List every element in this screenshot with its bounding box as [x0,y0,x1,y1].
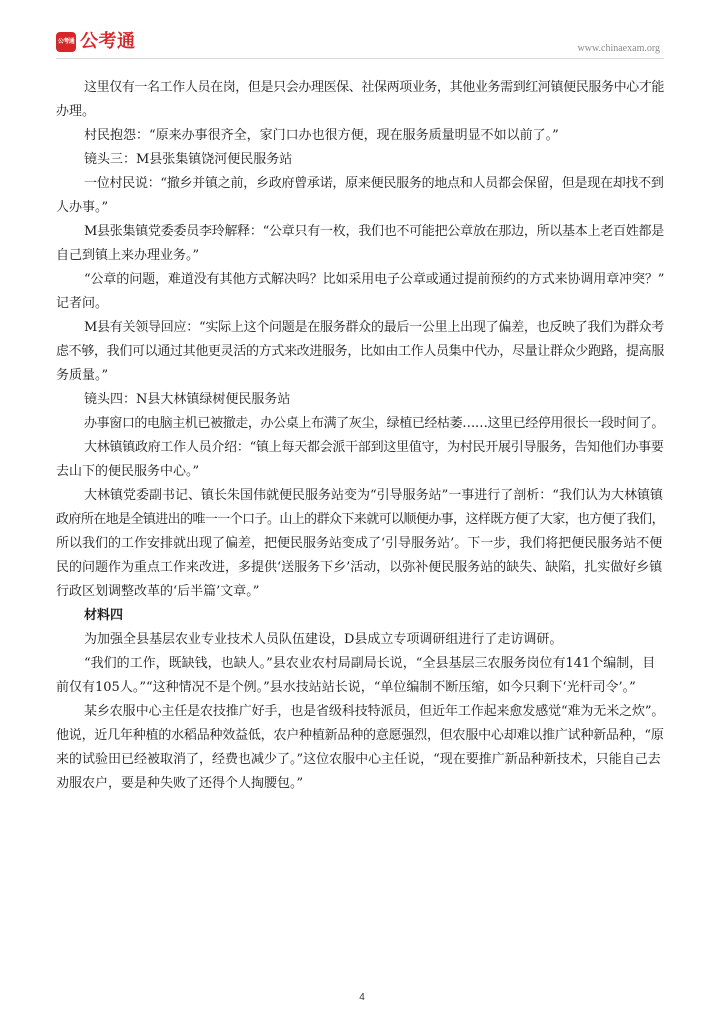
site-url[interactable]: www.chinaexam.org [577,43,660,54]
text-line: “我们的工作，既缺钱，也缺人。”县农业农村局副局长说，“全县基层三农服务岗位有141个编制，目 [84,656,656,671]
paragraph [56,652,666,700]
text-line: 材料四 [84,608,124,623]
text-line: 去山下的便民服务中心。” [56,464,200,479]
text-line: 前仅有105人。”“这种情况不是个例。”县水技站站长说，“单位编制不断压缩，如今只剩下‘光杆司令’。” [56,680,636,695]
text-line: 民的问题作为重点工作来改进，多提供‘送服务下乡’活动，以弥补便民服务站的缺失、缺陷，扎实做好乡镇 [56,560,663,575]
text-line: 他说，近几年种植的水稻品种效益低，农户种植新品种的意愿强烈，但农服中心却难以推广试种新品种，“原 [56,728,664,743]
text-line: 虑不够，我们可以通过其他更灵活的方式来改进服务，比如由工作人员集中代办，尽量让群众少跑路，提高服 [56,344,665,359]
paragraph [56,268,666,316]
section-heading [84,604,666,628]
text-line: 所以我们的工作安排就出现了偏差，把便民服务站变成了‘引导服务站’。下一步，我们将把便民服务站不便 [56,536,663,551]
text-line: 镜头四：N县大林镇绿树便民服务站 [84,392,291,407]
text-line: 人办事。” [56,200,109,215]
text-line: M县张集镇党委委员李玲解释：“公章只有一枚，我们也不可能把公章放在那边，所以基本上老百姓都是 [84,224,664,239]
text-line: 自己到镇上来办理业务。” [56,248,200,263]
paragraph [56,76,666,124]
text-line: 某乡农服中心主任是农技推广好手，也是省级科技特派员，但近年工作起来愈发感觉“难为无米之炊”。 [84,704,665,719]
text-line: 一位村民说：“撤乡并镇之前，乡政府曾承诺，原来便民服务的地点和人员都会保留，但是现在却找不到 [84,176,664,191]
text-line: 政府所在地是全镇进出的唯一一个口子。山上的群众下来就可以顺便办事，这样既方便了大家，也方便了我们， [56,512,665,527]
paragraph [56,220,666,268]
paragraph [84,628,666,652]
text-line: 来的试验田已经被取消了，经费也减少了。”这位农服中心主任说，“现在要推广新品种新技术，只能自己去 [56,752,661,767]
text-line: M县有关领导回应：“实际上这个问题是在服务群众的最后一公里上出现了偏差，也反映了我们为群众考 [84,320,664,335]
paragraph [84,124,666,148]
text-line: 劝服农户，要是种失败了还得个人掏腰包。” [56,776,304,791]
text-line: 村民抱怨：“原来办事很齐全，家门口办也很方便，现在服务质量明显不如以前了。” [84,128,559,143]
document-body [56,76,666,796]
text-line: 办理。 [56,104,96,119]
text-line: 记者问。 [56,296,109,311]
text-line: 这里仅有一名工作人员在岗，但是只会办理医保、社保两项业务，其他业务需到红河镇便民服务中心才能 [84,80,665,95]
text-line: 镜头三：M县张集镇饶河便民服务站 [84,152,293,167]
paragraph [56,700,666,796]
text-line: 务质量。” [56,368,109,383]
logo-text: 公考通 [80,31,136,52]
paragraph [56,316,666,388]
paragraph [84,388,666,412]
text-line: 大林镇镇政府工作人员介绍：“镇上每天都会派干部到这里值守，为村民开展引导服务，告知他们办事要 [84,440,664,455]
text-line: 办事窗口的电脑主机已被撤走，办公桌上布满了灰尘，绿植已经枯萎……这里已经停用很长一段时间了。 [84,416,665,431]
page-number: 4 [359,992,365,1003]
paragraph [84,412,666,436]
text-line: “公章的问题，难道没有其他方式解决吗？比如采用电子公章或通过提前预约的方式来协调用章冲突？” [84,272,665,287]
paragraph [56,172,666,220]
text-line: 大林镇党委副书记、镇长朱国伟就便民服务站变为“引导服务站”一事进行了剖析：“我们认为大林镇镇 [84,488,663,503]
header-divider [56,58,664,59]
paragraph [56,436,666,484]
logo-icon: 公考通 [56,32,76,52]
paragraph [84,148,666,172]
paragraph [56,484,666,604]
page-header [56,30,664,60]
text-line: 行政区划调整改革的‘后半篇’文章。” [56,584,260,599]
text-line: 为加强全县基层农业专业技术人员队伍建设，D县成立专项调研组进行了走访调研。 [84,632,563,647]
